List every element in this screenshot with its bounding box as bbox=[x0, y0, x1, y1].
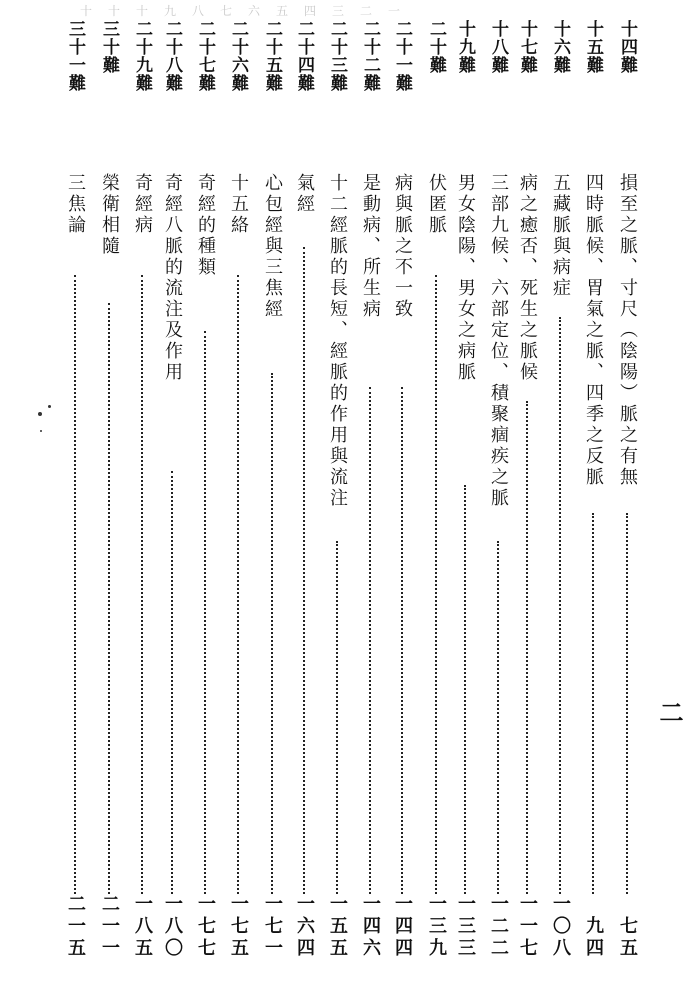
chapter-label: 十四難 bbox=[617, 20, 637, 74]
chapter-label: 二十三難 bbox=[327, 20, 347, 92]
entry-title: 病與脈之不一致 bbox=[392, 173, 413, 320]
toc-entry bbox=[322, 20, 352, 960]
page-number: 二 bbox=[655, 700, 684, 724]
chapter-label: 二十九難 bbox=[132, 20, 152, 92]
entry-page-number: 一三三 bbox=[455, 894, 476, 960]
chapter-label: 十六難 bbox=[550, 20, 570, 74]
entry-page-number: 一八五 bbox=[132, 894, 153, 960]
entry-page-number: 一七七 bbox=[195, 894, 216, 960]
dot-leader bbox=[559, 317, 561, 894]
chapter-label: 三十難 bbox=[99, 20, 119, 74]
dot-leader bbox=[401, 387, 403, 894]
dot-leader bbox=[336, 541, 338, 894]
dot-leader bbox=[626, 513, 628, 894]
dot-leader bbox=[141, 275, 143, 894]
toc-entry bbox=[223, 20, 253, 960]
chapter-label: 二十難 bbox=[426, 20, 446, 74]
entry-page-number: 一六四 bbox=[294, 894, 315, 960]
show-through-text: 十十十九八七六五四三二一 bbox=[80, 4, 417, 18]
entry-title: 十二經脈的長短、經脈的作用與流注 bbox=[327, 173, 348, 509]
entry-title: 五藏脈與病症 bbox=[550, 173, 571, 299]
dot-leader bbox=[74, 275, 76, 894]
dot-leader bbox=[204, 331, 206, 894]
toc-entry bbox=[450, 20, 480, 960]
toc-entry bbox=[512, 20, 542, 960]
dot-leader bbox=[271, 373, 273, 894]
toc-entry bbox=[127, 20, 157, 960]
entry-title: 心包經與三焦經 bbox=[262, 173, 283, 320]
entry-title: 四時脈候、胃氣之脈、四季之反脈 bbox=[583, 173, 604, 488]
toc-entry bbox=[545, 20, 575, 960]
chapter-label: 二十五難 bbox=[262, 20, 282, 92]
entry-page-number: 七五 bbox=[617, 916, 638, 960]
entry-title: 男女陰陽、男女之病脈 bbox=[455, 173, 476, 383]
entry-title: 奇經的種類 bbox=[195, 173, 216, 278]
chapter-label: 二十六難 bbox=[228, 20, 248, 92]
entry-title: 病之癒否、死生之脈候 bbox=[517, 173, 538, 383]
chapter-label: 二十七難 bbox=[195, 20, 215, 92]
toc-entry bbox=[190, 20, 220, 960]
toc-entry bbox=[387, 20, 417, 960]
entry-title: 損至之脈、寸尺︵陰陽︶脈之有無 bbox=[617, 173, 638, 488]
chapter-label: 十七難 bbox=[517, 20, 537, 74]
toc-entry bbox=[421, 20, 451, 960]
toc-entry bbox=[355, 20, 385, 960]
chapter-label: 二十八難 bbox=[162, 20, 182, 92]
entry-title: 三部九候、六部定位、積聚痼疾之脈 bbox=[488, 173, 509, 509]
dot-leader bbox=[464, 485, 466, 894]
dot-leader bbox=[303, 247, 305, 894]
entry-title: 是動病、所生病 bbox=[360, 173, 381, 320]
entry-title: 伏匿脈 bbox=[426, 173, 447, 236]
entry-page-number: 一七五 bbox=[228, 894, 249, 960]
chapter-label: 三十一難 bbox=[65, 20, 85, 92]
entry-page-number: 二一一 bbox=[99, 894, 120, 960]
scan-speck bbox=[38, 412, 42, 416]
dot-leader bbox=[435, 275, 437, 894]
entry-page-number: 一一七 bbox=[517, 894, 538, 960]
chapter-label: 十八難 bbox=[488, 20, 508, 74]
toc-entry bbox=[289, 20, 319, 960]
toc-entry bbox=[94, 20, 124, 960]
entry-page-number: 一二二 bbox=[488, 894, 509, 960]
chapter-label: 十五難 bbox=[583, 20, 603, 74]
toc-entry bbox=[578, 20, 608, 960]
toc-entry bbox=[60, 20, 90, 960]
entry-page-number: 一八〇 bbox=[162, 894, 183, 960]
dot-leader bbox=[369, 387, 371, 894]
entry-page-number: 一五五 bbox=[327, 894, 348, 960]
dot-leader bbox=[171, 471, 173, 894]
chapter-label: 二十二難 bbox=[360, 20, 380, 92]
scan-speck bbox=[40, 430, 42, 432]
entry-title: 奇經八脈的流注及作用 bbox=[162, 173, 183, 383]
chapter-label: 二十一難 bbox=[392, 20, 412, 92]
entry-title: 三焦論 bbox=[65, 173, 86, 236]
toc-entry bbox=[257, 20, 287, 960]
entry-page-number: 九四 bbox=[583, 916, 604, 960]
entry-page-number: 一〇八 bbox=[550, 894, 571, 960]
entry-page-number: 一四四 bbox=[392, 894, 413, 960]
dot-leader bbox=[592, 513, 594, 894]
toc-entry bbox=[157, 20, 187, 960]
entry-page-number: 二一五 bbox=[65, 894, 86, 960]
entry-title: 氣經 bbox=[294, 173, 315, 215]
dot-leader bbox=[497, 541, 499, 894]
entry-page-number: 一七一 bbox=[262, 894, 283, 960]
dot-leader bbox=[237, 275, 239, 894]
entry-title: 榮衛相隨 bbox=[99, 173, 120, 257]
entry-title: 十五絡 bbox=[228, 173, 249, 236]
entry-title: 奇經病 bbox=[132, 173, 153, 236]
dot-leader bbox=[108, 303, 110, 894]
scan-speck bbox=[48, 405, 51, 408]
toc-entry bbox=[483, 20, 513, 960]
toc-entry bbox=[612, 20, 642, 960]
chapter-label: 二十四難 bbox=[294, 20, 314, 92]
entry-page-number: 一三九 bbox=[426, 894, 447, 960]
dot-leader bbox=[526, 401, 528, 894]
entry-page-number: 一四六 bbox=[360, 894, 381, 960]
chapter-label: 十九難 bbox=[455, 20, 475, 74]
